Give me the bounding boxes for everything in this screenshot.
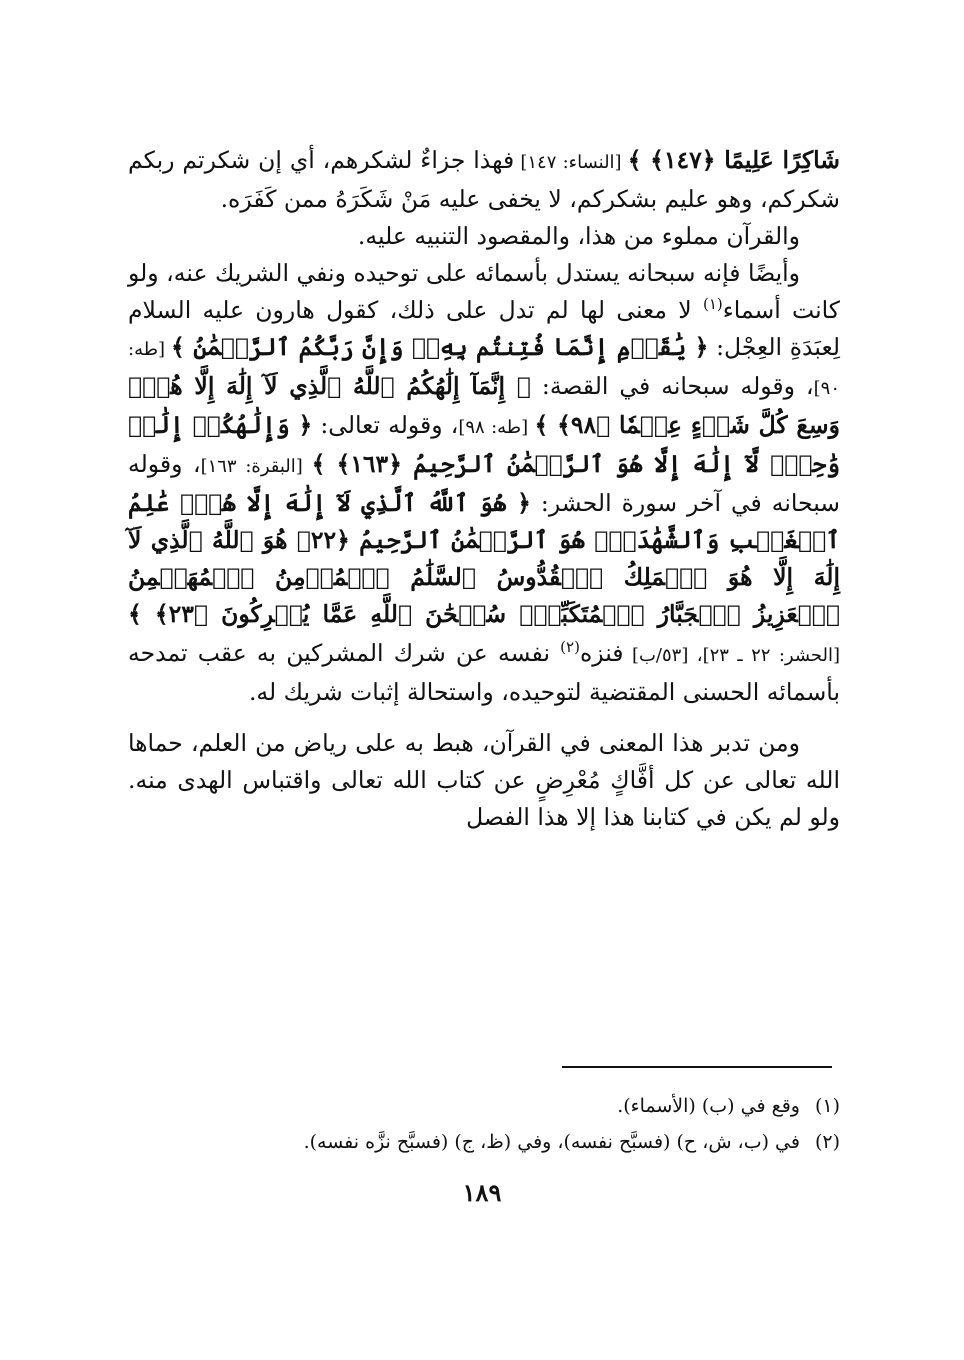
paragraph-text: فهذا جزاءٌ لشكرهم، أي إن شكرتم ربكم شكركم، وهو عليم بشكركم، لا يخفى عليه مَنْ شَكَرَهُ ممن كَفَرَه. [128,146,840,213]
quran-verse: شَاكِرًا عَلِيمًا ﴿١٤٧﴾ ﴾ [627,146,840,174]
footnote-number: (٢) [814,1131,840,1153]
main-text [128,142,840,836]
quran-verse: ﴿ هُوَ ٱللَّهُ ٱلَّذِي لَآ إِلَٰهَ إِلَّا هُوَۖ عَٰلِمُ ٱلۡغَيۡبِ وَٱلشَّهَٰدَةِۖ هُوَ ٱلرَّحۡمَٰنُ ٱلرَّحِيمُ ﴿٢٢﴾ هُوَ ٱللَّهُ ٱلَّذِي لَآ إِلَٰهَ إِلَّا هُوَ ٱلۡمَلِكُ ٱلۡقُدُّوسُ ٱلسَّلَٰمُ ٱلۡمُؤۡمِنُ ٱلۡمُهَيۡمِنُ ٱلۡعَزِيزُ ٱلۡجَبَّارُ ٱلۡمُتَكَبِّرُۚ سُبۡحَٰنَ ٱللَّهِ عَمَّا يُشۡرِكُونَ ﴿٢٣﴾ ﴾ [128,489,841,628]
quran-verse: ﴿ يَٰقَوۡمِ إِنَّمَا فُتِنتُم بِهِۦۖ وَإِنَّ رَبَّكُمُ ٱلرَّحۡمَٰنُ ﴾ [171,333,709,361]
paragraph-2 [128,218,840,255]
footnote-separator [562,1066,832,1068]
paragraph-text: لا معنى لها لم تدل على ذلك، كقول هارون عليه السلام لِعبَدَةِ العِجْل: [128,296,840,361]
footnote-text: في (ب، ش، ح) (فسبَّح نفسه)، وفي (ظ، ج) (فسبَّح نزَّه نفسه). [303,1131,800,1153]
footnote-text: وقع في (ب) (الأسماء). [617,1095,800,1117]
paragraph-4 [128,725,840,836]
quran-verse: ﴿ وَإِلَٰهُكُمۡ إِلَٰهٞ وَٰحِدٞۖ لَّآ إِلَٰهَ إِلَّا هُوَ ٱلرَّحۡمَٰنُ ٱلرَّحِيمُ ﴿١٦٣﴾ ﴾ [128,411,840,478]
verse-reference: [طه: ٩٨] [458,417,535,438]
paragraph-text: ، وقوله سبحانه في القصة: [530,372,814,400]
footnote-2 [128,1124,840,1160]
paragraph-text: ومن تدبر هذا المعنى في القرآن، هبط به على رياض من العلم، حماها الله تعالى عن كل أفَّاكٍ مُعْرِضٍ عن كتاب الله تعالى واقتباس الهدى منه. ولو لم يكن في كتابنا هذا إلا هذا الفصل [128,729,840,831]
paragraph-text: والقرآن مملوء من هذا، والمقصود التنبيه عليه. [357,222,800,250]
footnotes [128,1088,840,1160]
paragraph-text: ، وقوله سبحانه في آخر سورة الحشر: [128,450,840,517]
paragraph-text: ، وقوله تعالى: [312,411,459,439]
quran-verse: ﴿ إِنَّمَآ إِلَٰهُكُمُ ٱللَّهُ ٱلَّذِي لَآ إِلَٰهَ إِلَّا هُوَۚ وَسِعَ كُلَّ شَيۡءٍ عِلۡمٗا ﴿٩٨﴾ ﴾ [128,372,840,439]
page-number: ١٨٩ [462,1178,502,1207]
footnote-1 [128,1088,840,1124]
paragraph-text: فنزه [579,639,624,667]
footnote-marker-1[interactable]: (١) [702,295,723,314]
paragraph-1 [128,142,840,218]
footnote-number: (١) [814,1095,840,1117]
paragraph-3 [128,255,840,711]
footnote-marker-2[interactable]: (٢) [560,638,580,657]
verse-reference: [طه: ٩٠] [128,339,840,399]
paragraph-text: نفسه عن شرك المشركين به عقب تمدحه بأسمائه الحسنى المقتضية لتوحيده، واستحالة إثبات شريك له. [128,639,840,706]
verse-reference: [النساء: ١٤٧] [514,152,628,173]
verse-reference: [الحشر: ٢٢ ـ ٢٣]، [٥٣/ب] [623,645,841,666]
verse-reference: [البقرة: ١٦٣] [200,456,312,477]
paragraph-text: وأيضًا فإنه سبحانه يستدل بأسمائه على توحيده ونفي الشريك عنه، ولو كانت أسماء [128,259,840,324]
